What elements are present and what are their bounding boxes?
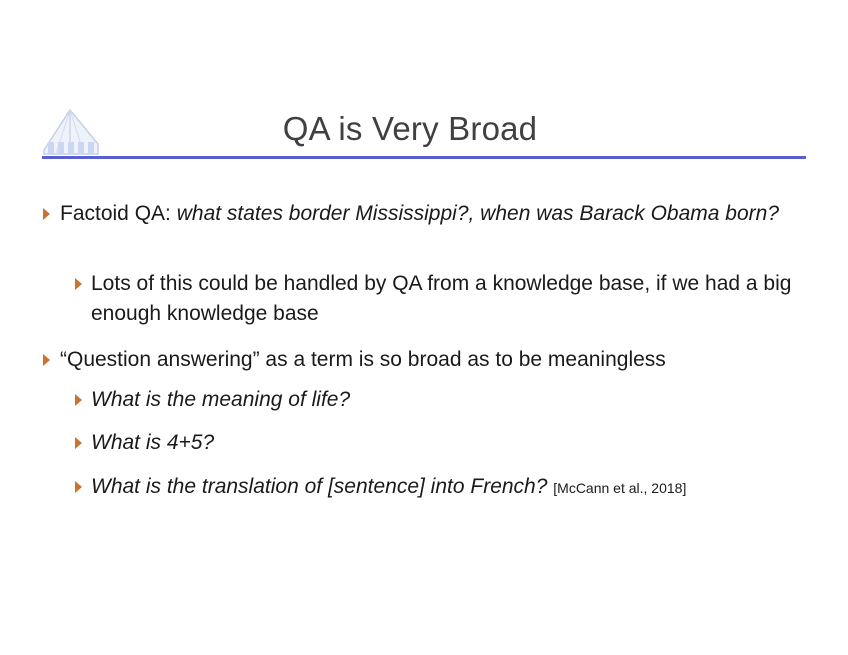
bullet-factoid-qa (60, 199, 800, 229)
subbullet-arithmetic (91, 428, 811, 458)
citation: [McCann et al., 2018] (553, 480, 687, 496)
bullet-text: “Question answering” as a term is so broad as to be meaningless (60, 348, 666, 371)
subbullet-text: What is 4+5? (91, 431, 215, 454)
subbullet-text: Lots of this could be handled by QA from a knowledge base, if we had a big enough knowledge base (91, 272, 792, 325)
bullet-arrow-icon (75, 394, 82, 406)
building-logo-icon (40, 104, 104, 158)
bullet-lead: Factoid QA: (60, 202, 177, 225)
subbullet-knowledge-base (91, 269, 811, 329)
subbullet-text: What is the translation of [sentence] into French? (91, 475, 548, 498)
bullet-arrow-icon (43, 208, 50, 220)
bullet-examples: what states border Mississippi?, when was Barack Obama born? (176, 202, 779, 225)
subbullet-text: What is the meaning of life? (91, 388, 351, 411)
subbullet-meaning-of-life (91, 385, 811, 415)
bullet-arrow-icon (75, 481, 82, 493)
bullet-arrow-icon (75, 437, 82, 449)
bullet-arrow-icon (43, 354, 50, 366)
subbullet-translation (91, 472, 811, 503)
title-underline (42, 156, 806, 159)
bullet-arrow-icon (75, 278, 82, 290)
bullet-broad-term (60, 345, 800, 375)
slide-title: QA is Very Broad (282, 110, 538, 147)
